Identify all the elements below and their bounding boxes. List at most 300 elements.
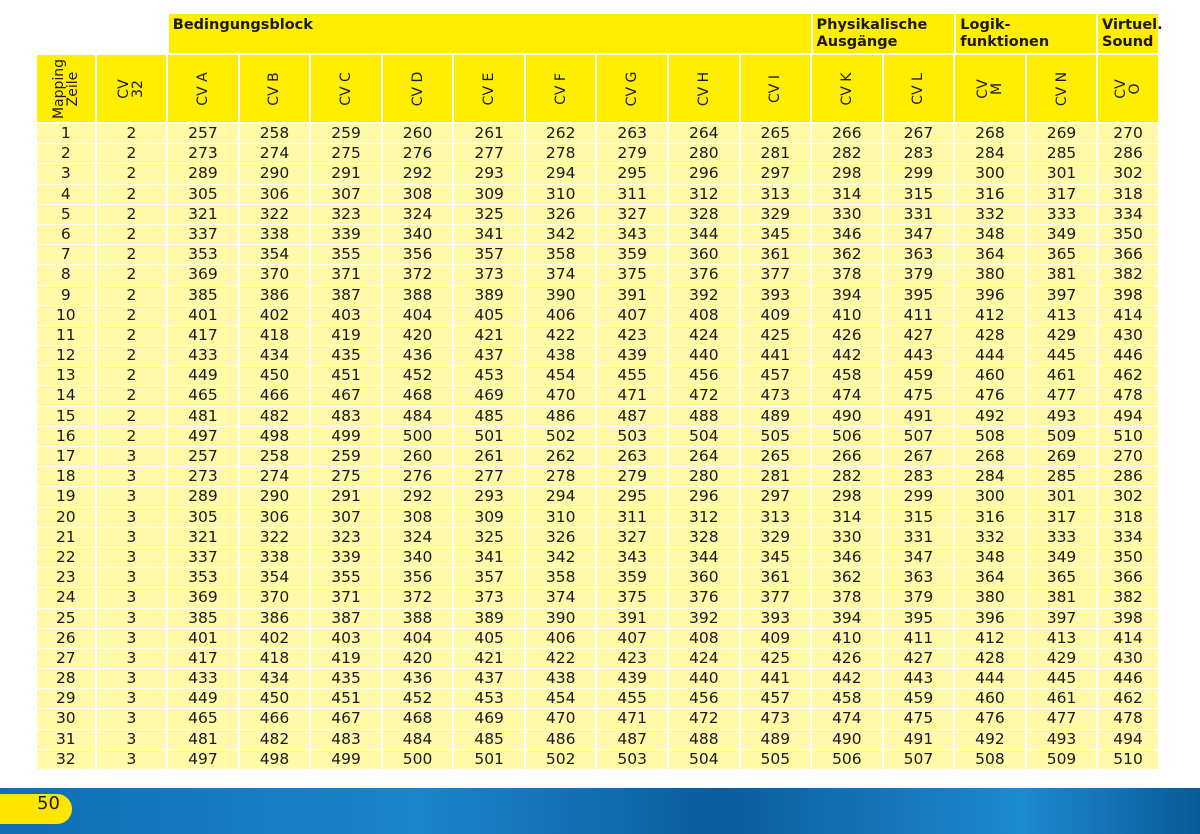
table-cell: 369 [168, 588, 238, 607]
table-cell: 490 [812, 730, 882, 749]
table-cell: 460 [955, 689, 1025, 708]
table-cell: 411 [884, 306, 954, 325]
table-cell: 313 [741, 508, 811, 527]
table-cell: 297 [741, 487, 811, 506]
table-cell: 279 [597, 467, 667, 486]
table-cell: 455 [597, 689, 667, 708]
table-cell: 285 [1027, 467, 1097, 486]
table-cell: 474 [812, 709, 882, 728]
table-cell: 390 [526, 286, 596, 305]
table-cell: 490 [812, 407, 882, 426]
table-cell: 3 [97, 669, 167, 688]
table-cell: 442 [812, 346, 882, 365]
table-cell: 430 [1098, 326, 1158, 345]
table-cell: 2 [97, 407, 167, 426]
table-cell: 2 [97, 185, 167, 204]
table-cell: 10 [37, 306, 95, 325]
table-cell: 435 [311, 669, 381, 688]
table-cell: 412 [955, 306, 1025, 325]
table-cell: 9 [37, 286, 95, 305]
table-cell: 334 [1098, 205, 1158, 224]
table-cell: 308 [383, 185, 453, 204]
table-cell: 344 [669, 548, 739, 567]
table-cell: 324 [383, 528, 453, 547]
table-cell: 382 [1098, 588, 1158, 607]
table-cell: 375 [597, 588, 667, 607]
table-cell: 349 [1027, 225, 1097, 244]
column-header [597, 55, 667, 122]
table-cell: 264 [669, 124, 739, 143]
table-row [37, 528, 1158, 547]
table-cell: 347 [884, 548, 954, 567]
column-header-label: CV 32 [116, 78, 147, 99]
table-cell: 387 [311, 286, 381, 305]
table-cell: 267 [884, 447, 954, 466]
table-cell: 488 [669, 730, 739, 749]
table-cell: 475 [884, 386, 954, 405]
table-cell: 3 [97, 528, 167, 547]
table-cell: 475 [884, 709, 954, 728]
table-cell: 470 [526, 709, 596, 728]
table-cell: 362 [812, 568, 882, 587]
table-cell: 407 [597, 306, 667, 325]
table-cell: 19 [37, 487, 95, 506]
table-cell: 280 [669, 467, 739, 486]
table-cell: 420 [383, 649, 453, 668]
table-cell: 30 [37, 709, 95, 728]
table-cell: 389 [454, 609, 524, 628]
table-cell: 338 [240, 548, 310, 567]
table-cell: 270 [1098, 124, 1158, 143]
table-cell: 453 [454, 689, 524, 708]
table-cell: 388 [383, 286, 453, 305]
table-cell: 2 [37, 144, 95, 163]
table-cell: 341 [454, 225, 524, 244]
table-cell: 326 [526, 205, 596, 224]
group-header-virtuel-sound: Virtuel. Sound [1098, 14, 1158, 53]
table-cell: 395 [884, 286, 954, 305]
table-cell: 357 [454, 568, 524, 587]
table-cell: 477 [1027, 386, 1097, 405]
table-cell: 369 [168, 265, 238, 284]
column-header [812, 55, 882, 122]
table-cell: 327 [597, 205, 667, 224]
table-cell: 299 [884, 164, 954, 183]
table-cell: 290 [240, 164, 310, 183]
table-cell: 487 [597, 407, 667, 426]
table-cell: 465 [168, 386, 238, 405]
table-cell: 451 [311, 366, 381, 385]
table-cell: 390 [526, 609, 596, 628]
table-cell: 292 [383, 164, 453, 183]
table-cell: 20 [37, 508, 95, 527]
table-row [37, 447, 1158, 466]
table-cell: 505 [741, 750, 811, 769]
column-header-label: CV B [266, 71, 283, 106]
table-cell: 374 [526, 265, 596, 284]
table-cell: 25 [37, 609, 95, 628]
table-row [37, 649, 1158, 668]
table-cell: 316 [955, 185, 1025, 204]
table-cell: 405 [454, 306, 524, 325]
table-cell: 377 [741, 265, 811, 284]
table-row [37, 265, 1158, 284]
table-cell: 309 [454, 508, 524, 527]
table-cell: 472 [669, 386, 739, 405]
table-cell: 499 [311, 750, 381, 769]
column-header [168, 55, 238, 122]
table-cell: 281 [741, 144, 811, 163]
column-header-label: CV C [338, 71, 355, 106]
table-cell: 342 [526, 548, 596, 567]
table-cell: 2 [97, 265, 167, 284]
table-cell: 275 [311, 144, 381, 163]
table-cell: 273 [168, 467, 238, 486]
table-cell: 31 [37, 730, 95, 749]
table-cell: 260 [383, 447, 453, 466]
table-row [37, 588, 1158, 607]
table-cell: 275 [311, 467, 381, 486]
table-cell: 282 [812, 144, 882, 163]
table-cell: 277 [454, 467, 524, 486]
column-header-label: Mapping Zeile [50, 58, 81, 119]
table-cell: 2 [97, 427, 167, 446]
table-cell: 508 [955, 750, 1025, 769]
table-cell: 321 [168, 205, 238, 224]
column-header-label: CV D [409, 71, 426, 106]
table-cell: 477 [1027, 709, 1097, 728]
table-cell: 455 [597, 366, 667, 385]
table-cell: 501 [454, 427, 524, 446]
table-cell: 423 [597, 649, 667, 668]
table-cell: 347 [884, 225, 954, 244]
table-cell: 2 [97, 164, 167, 183]
table-cell: 355 [311, 568, 381, 587]
table-cell: 441 [741, 346, 811, 365]
table-cell: 323 [311, 205, 381, 224]
table-cell: 445 [1027, 669, 1097, 688]
table-cell: 379 [884, 265, 954, 284]
table-cell: 323 [311, 528, 381, 547]
table-row [37, 750, 1158, 769]
table-cell: 363 [884, 245, 954, 264]
table-cell: 436 [383, 669, 453, 688]
table-cell: 266 [812, 124, 882, 143]
table-cell: 289 [168, 487, 238, 506]
table-cell: 5 [37, 205, 95, 224]
table-cell: 257 [168, 124, 238, 143]
table-cell: 404 [383, 629, 453, 648]
table-cell: 295 [597, 487, 667, 506]
column-header-label: CV M [974, 78, 1005, 99]
table-cell: 331 [884, 528, 954, 547]
table-cell: 494 [1098, 407, 1158, 426]
column-header [884, 55, 954, 122]
table-cell: 492 [955, 730, 1025, 749]
table-cell: 406 [526, 629, 596, 648]
column-header-label: CV A [194, 71, 211, 106]
table-cell: 340 [383, 225, 453, 244]
table-cell: 457 [741, 366, 811, 385]
table-cell: 437 [454, 669, 524, 688]
table-cell: 3 [97, 487, 167, 506]
column-header [97, 55, 167, 122]
table-cell: 406 [526, 306, 596, 325]
page-number: 50 [37, 793, 60, 814]
table-cell: 398 [1098, 609, 1158, 628]
column-header [454, 55, 524, 122]
table-cell: 273 [168, 144, 238, 163]
table-cell: 300 [955, 487, 1025, 506]
column-header [526, 55, 596, 122]
table-cell: 458 [812, 689, 882, 708]
table-cell: 427 [884, 326, 954, 345]
table-cell: 330 [812, 528, 882, 547]
table-cell: 2 [97, 286, 167, 305]
table-cell: 349 [1027, 548, 1097, 567]
table-cell: 451 [311, 689, 381, 708]
table-cell: 411 [884, 629, 954, 648]
table-cell: 418 [240, 649, 310, 668]
table-cell: 21 [37, 528, 95, 547]
table-cell: 414 [1098, 629, 1158, 648]
table-cell: 485 [454, 730, 524, 749]
table-cell: 394 [812, 286, 882, 305]
table-cell: 298 [812, 164, 882, 183]
table-cell: 402 [240, 629, 310, 648]
table-cell: 334 [1098, 528, 1158, 547]
table-cell: 261 [454, 124, 524, 143]
table-cell: 302 [1098, 164, 1158, 183]
table-cell: 481 [168, 730, 238, 749]
table-cell: 408 [669, 629, 739, 648]
table-cell: 449 [168, 689, 238, 708]
table-cell: 424 [669, 649, 739, 668]
table-cell: 485 [454, 407, 524, 426]
table-cell: 318 [1098, 508, 1158, 527]
table-cell: 2 [97, 144, 167, 163]
table-cell: 374 [526, 588, 596, 607]
table-cell: 391 [597, 286, 667, 305]
table-row [37, 548, 1158, 567]
table-cell: 348 [955, 548, 1025, 567]
table-cell: 345 [741, 225, 811, 244]
table-cell: 482 [240, 407, 310, 426]
table-cell: 501 [454, 750, 524, 769]
table-cell: 6 [37, 225, 95, 244]
table-cell: 285 [1027, 144, 1097, 163]
table-cell: 23 [37, 568, 95, 587]
table-cell: 493 [1027, 407, 1097, 426]
table-cell: 312 [669, 185, 739, 204]
table-cell: 489 [741, 407, 811, 426]
table-cell: 362 [812, 245, 882, 264]
table-cell: 345 [741, 548, 811, 567]
table-cell: 474 [812, 386, 882, 405]
table-cell: 258 [240, 124, 310, 143]
table-cell: 394 [812, 609, 882, 628]
table-cell: 504 [669, 427, 739, 446]
table-cell: 468 [383, 709, 453, 728]
table-cell: 274 [240, 467, 310, 486]
table-cell: 262 [526, 447, 596, 466]
table-row [37, 609, 1158, 628]
table-cell: 449 [168, 366, 238, 385]
table-cell: 421 [454, 649, 524, 668]
table-cell: 339 [311, 225, 381, 244]
table-cell: 292 [383, 487, 453, 506]
table-cell: 293 [454, 487, 524, 506]
column-header-label: CV F [552, 72, 569, 105]
table-cell: 344 [669, 225, 739, 244]
table-cell: 446 [1098, 346, 1158, 365]
table-cell: 261 [454, 447, 524, 466]
column-header [669, 55, 739, 122]
table-cell: 265 [741, 124, 811, 143]
table-cell: 476 [955, 709, 1025, 728]
table-cell: 371 [311, 265, 381, 284]
group-header-physikalische-ausgaenge: Physikalische Ausgänge [813, 14, 955, 53]
table-cell: 483 [311, 730, 381, 749]
table-cell: 413 [1027, 306, 1097, 325]
table-cell: 264 [669, 447, 739, 466]
table-cell: 510 [1098, 427, 1158, 446]
table-cell: 435 [311, 346, 381, 365]
table-cell: 453 [454, 366, 524, 385]
table-row [37, 487, 1158, 506]
table-cell: 425 [741, 326, 811, 345]
table-cell: 266 [812, 447, 882, 466]
table-cell: 462 [1098, 689, 1158, 708]
group-header-logikfunktionen: Logik- funktionen [956, 14, 1096, 53]
table-cell: 12 [37, 346, 95, 365]
table-cell: 294 [526, 487, 596, 506]
table-cell: 452 [383, 689, 453, 708]
table-cell: 276 [383, 467, 453, 486]
table-cell: 372 [383, 588, 453, 607]
table-cell: 278 [526, 144, 596, 163]
table-cell: 376 [669, 588, 739, 607]
table-row [37, 568, 1158, 587]
table-cell: 396 [955, 609, 1025, 628]
table-cell: 307 [311, 185, 381, 204]
table-cell: 339 [311, 548, 381, 567]
table-cell: 356 [383, 568, 453, 587]
table-cell: 486 [526, 730, 596, 749]
table-cell: 408 [669, 306, 739, 325]
table-row [37, 326, 1158, 345]
table-cell: 3 [97, 467, 167, 486]
table-cell: 2 [97, 124, 167, 143]
table-cell: 491 [884, 407, 954, 426]
table-cell: 505 [741, 427, 811, 446]
table-cell: 317 [1027, 185, 1097, 204]
table-cell: 466 [240, 386, 310, 405]
table-cell: 361 [741, 568, 811, 587]
table-cell: 331 [884, 205, 954, 224]
table-cell: 419 [311, 326, 381, 345]
table-cell: 454 [526, 689, 596, 708]
table-cell: 433 [168, 346, 238, 365]
table-cell: 343 [597, 225, 667, 244]
table-cell: 460 [955, 366, 1025, 385]
table-cell: 340 [383, 548, 453, 567]
table-cell: 472 [669, 709, 739, 728]
column-header [240, 55, 310, 122]
table-row [37, 730, 1158, 749]
table-cell: 267 [884, 124, 954, 143]
table-cell: 342 [526, 225, 596, 244]
table-cell: 422 [526, 649, 596, 668]
table-cell: 357 [454, 245, 524, 264]
table-cell: 443 [884, 669, 954, 688]
table-cell: 13 [37, 366, 95, 385]
table-cell: 4 [37, 185, 95, 204]
column-header-label: CV H [695, 71, 712, 106]
table-cell: 282 [812, 467, 882, 486]
table-cell: 445 [1027, 346, 1097, 365]
table-cell: 348 [955, 225, 1025, 244]
table-cell: 509 [1027, 427, 1097, 446]
column-header [1098, 55, 1158, 122]
column-header [741, 55, 811, 122]
table-cell: 361 [741, 245, 811, 264]
table-cell: 397 [1027, 286, 1097, 305]
table-cell: 3 [97, 649, 167, 668]
table-cell: 3 [97, 709, 167, 728]
table-cell: 439 [597, 669, 667, 688]
table-cell: 386 [240, 286, 310, 305]
table-cell: 450 [240, 689, 310, 708]
table-row [37, 407, 1158, 426]
table-row [37, 669, 1158, 688]
column-header [955, 55, 1025, 122]
table-row [37, 144, 1158, 163]
table-cell: 381 [1027, 265, 1097, 284]
table-cell: 17 [37, 447, 95, 466]
table-cell: 409 [741, 629, 811, 648]
table-cell: 443 [884, 346, 954, 365]
table-cell: 398 [1098, 286, 1158, 305]
table-cell: 2 [97, 326, 167, 345]
table-cell: 467 [311, 709, 381, 728]
table-cell: 426 [812, 326, 882, 345]
table-cell: 346 [812, 548, 882, 567]
table-cell: 433 [168, 669, 238, 688]
table-cell: 15 [37, 407, 95, 426]
table-cell: 3 [97, 548, 167, 567]
table-cell: 269 [1027, 124, 1097, 143]
table-cell: 382 [1098, 265, 1158, 284]
table-cell: 438 [526, 346, 596, 365]
table-cell: 343 [597, 548, 667, 567]
table-cell: 290 [240, 487, 310, 506]
table-cell: 3 [97, 609, 167, 628]
table-row [37, 245, 1158, 264]
table-cell: 461 [1027, 366, 1097, 385]
table-cell: 438 [526, 669, 596, 688]
table-cell: 306 [240, 508, 310, 527]
table-cell: 500 [383, 427, 453, 446]
table-cell: 314 [812, 508, 882, 527]
table-cell: 459 [884, 689, 954, 708]
table-cell: 385 [168, 609, 238, 628]
table-cell: 2 [97, 306, 167, 325]
page-footer [0, 788, 1200, 834]
group-header-row [37, 14, 1163, 53]
table-cell: 307 [311, 508, 381, 527]
table-cell: 387 [311, 609, 381, 628]
